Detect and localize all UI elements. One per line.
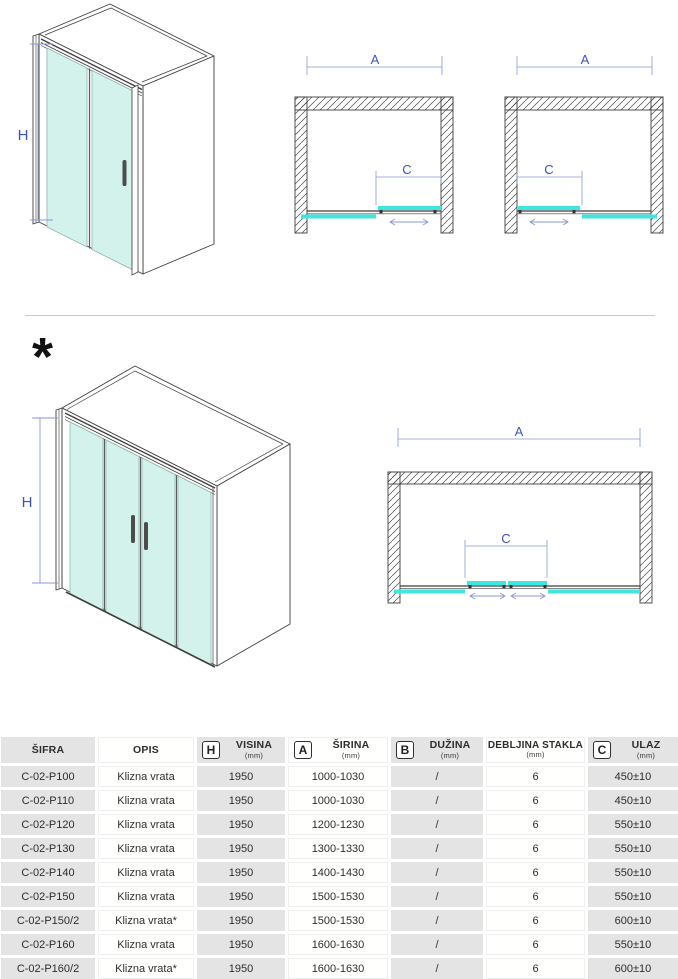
cell-duzina: / [391, 814, 483, 835]
walls [505, 97, 663, 233]
slide-direction-arrow [470, 593, 545, 599]
plan-view-double-slide [378, 415, 668, 615]
width-dimension-label: A [580, 52, 590, 67]
cell-debljina: 6 [486, 790, 585, 811]
col-header-label: DEBLJINA STAKLA [487, 740, 584, 752]
cell-opis: Klizna vrata [98, 766, 194, 787]
col-header-ulaz [588, 737, 678, 763]
cell-duzina: / [391, 958, 483, 979]
cell-duzina: / [391, 862, 483, 883]
cell-opis: Klizna vrata* [98, 958, 194, 979]
cell-visina: 1950 [197, 838, 285, 859]
section-divider [25, 315, 655, 316]
cell-sirina: 1000-1030 [288, 766, 388, 787]
plan-view-slide-right [287, 38, 460, 240]
cell-debljina: 6 [486, 838, 585, 859]
cell-opis: Klizna vrata [98, 862, 194, 883]
height-dimension-label: H [17, 127, 29, 144]
col-header-duzina [391, 737, 483, 763]
col-header-debljina-stakla [486, 737, 585, 763]
cell-opis: Klizna vrata [98, 934, 194, 955]
track [517, 211, 651, 214]
col-header-label: DUŽINA [429, 739, 471, 752]
cell-sirina: 1400-1430 [288, 862, 388, 883]
width-dimension-label: A [514, 424, 524, 439]
col-header-label: ŠIRINA [332, 739, 370, 752]
cell-sirina: 1200-1230 [288, 814, 388, 835]
cell-debljina: 6 [486, 766, 585, 787]
cell-sifra: C-02-P110 [1, 790, 95, 811]
entry-dimension-label: C [544, 162, 554, 177]
cell-ulaz: 450±10 [588, 766, 678, 787]
col-header-unit: (mm) [636, 750, 656, 760]
roller [510, 585, 513, 588]
dim-letter-C: C [593, 741, 611, 759]
col-header-unit: (mm) [526, 750, 545, 760]
fixed-glass-panel [301, 215, 376, 219]
cell-opis: Klizna vrata [98, 814, 194, 835]
cell-debljina: 6 [486, 886, 585, 907]
door-handle [123, 160, 127, 186]
door-handle [131, 515, 135, 543]
col-header-opis [98, 737, 194, 763]
slide-direction-arrow [390, 219, 428, 225]
dim-letter-B: B [396, 741, 414, 759]
roller [573, 210, 576, 213]
cell-visina: 1950 [197, 910, 285, 931]
cell-duzina: / [391, 886, 483, 907]
track [400, 586, 640, 589]
cell-visina: 1950 [197, 814, 285, 835]
dim-letter-H: H [202, 741, 220, 759]
col-header-visina [197, 737, 285, 763]
cell-debljina: 6 [486, 958, 585, 979]
fixed-glass-panel [582, 215, 657, 219]
cell-visina: 1950 [197, 934, 285, 955]
fixed-glass-panel [394, 590, 465, 594]
cell-visina: 1950 [197, 886, 285, 907]
cell-visina: 1950 [197, 862, 285, 883]
cell-sifra: C-02-P120 [1, 814, 95, 835]
col-header-unit: (mm) [440, 750, 460, 760]
roller [544, 585, 547, 588]
entry-dimension-label: C [501, 531, 511, 546]
cell-sifra: C-02-P100 [1, 766, 95, 787]
iso-view-four-panel-door [18, 355, 335, 705]
roller [503, 585, 506, 588]
cell-sifra: C-02-P160/2 [1, 958, 95, 979]
cell-duzina: / [391, 934, 483, 955]
sliding-glass-panel [378, 206, 441, 210]
slide-direction-arrow [530, 219, 568, 225]
cell-ulaz: 550±10 [588, 886, 678, 907]
cell-duzina: / [391, 766, 483, 787]
spec-table [1, 737, 678, 979]
roller [469, 585, 472, 588]
sliding-glass-panel [517, 206, 580, 210]
cell-debljina: 6 [486, 814, 585, 835]
col-header-unit: (mm) [341, 750, 361, 760]
cell-duzina: / [391, 838, 483, 859]
width-dimension-label: A [370, 52, 380, 67]
cell-ulaz: 600±10 [588, 958, 678, 979]
cell-ulaz: 550±10 [588, 838, 678, 859]
cell-sirina: 1000-1030 [288, 790, 388, 811]
cell-sifra: C-02-P150/2 [1, 910, 95, 931]
cell-sirina: 1600-1630 [288, 958, 388, 979]
plan-view-slide-left [497, 38, 670, 240]
col-header-unit: (mm) [244, 750, 264, 760]
track [307, 211, 441, 214]
cell-ulaz: 550±10 [588, 862, 678, 883]
col-header-sifra [1, 737, 95, 763]
door-handle [144, 522, 148, 550]
cell-sirina: 1500-1530 [288, 910, 388, 931]
cell-debljina: 6 [486, 934, 585, 955]
entry-dimension-label: C [402, 162, 412, 177]
cell-visina: 1950 [197, 958, 285, 979]
cell-ulaz: 600±10 [588, 910, 678, 931]
col-header-label: ULAZ [631, 739, 661, 752]
iso-view-two-panel-door [8, 0, 265, 292]
cell-sirina: 1300-1330 [288, 838, 388, 859]
cell-debljina: 6 [486, 910, 585, 931]
cell-ulaz: 550±10 [588, 814, 678, 835]
dim-letter-A: A [294, 741, 312, 759]
col-header-label: ŠIFRA [31, 744, 65, 756]
sliding-glass-panel [508, 581, 547, 585]
cell-opis: Klizna vrata* [98, 910, 194, 931]
cell-sirina: 1500-1530 [288, 886, 388, 907]
roller [380, 210, 383, 213]
cell-sifra: C-02-P160 [1, 934, 95, 955]
height-dimension-label: H [21, 494, 33, 511]
cell-ulaz: 450±10 [588, 790, 678, 811]
col-header-label: VISINA [235, 739, 273, 752]
cell-debljina: 6 [486, 862, 585, 883]
col-header-label: OPIS [133, 744, 159, 756]
cell-sifra: C-02-P130 [1, 838, 95, 859]
walls [295, 97, 453, 233]
cell-opis: Klizna vrata [98, 790, 194, 811]
roller [519, 210, 522, 213]
cell-visina: 1950 [197, 790, 285, 811]
cell-duzina: / [391, 910, 483, 931]
cell-ulaz: 550±10 [588, 934, 678, 955]
cell-opis: Klizna vrata [98, 886, 194, 907]
cell-duzina: / [391, 790, 483, 811]
fixed-glass-panel [548, 590, 640, 594]
roller [434, 210, 437, 213]
cell-sifra: C-02-P140 [1, 862, 95, 883]
height-dimension [32, 418, 58, 583]
cell-opis: Klizna vrata [98, 838, 194, 859]
variant-asterisk: * [32, 327, 54, 387]
cell-sifra: C-02-P150 [1, 886, 95, 907]
sliding-glass-panel [467, 581, 506, 585]
cell-visina: 1950 [197, 766, 285, 787]
cell-sirina: 1600-1630 [288, 934, 388, 955]
col-header-sirina [288, 737, 388, 763]
